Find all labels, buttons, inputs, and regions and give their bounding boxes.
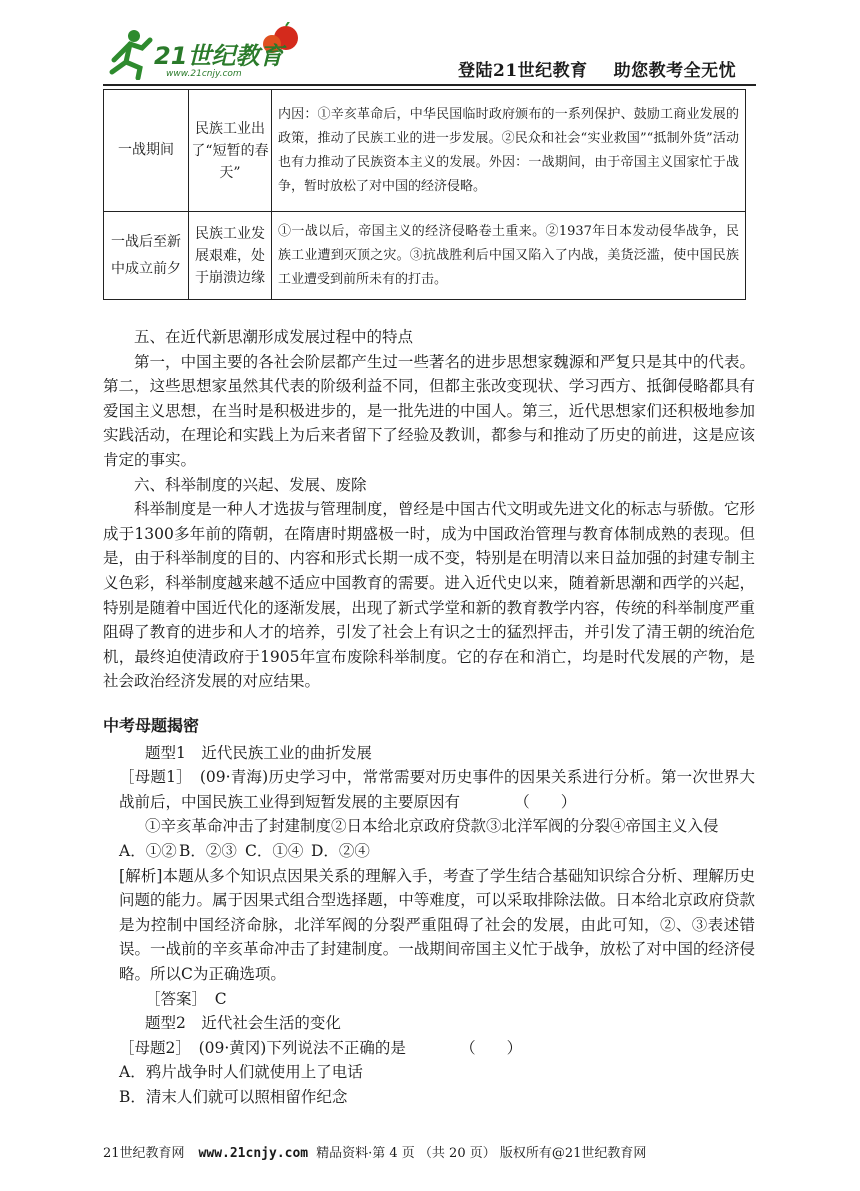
question-1-stem: ［母题1］ (09·青海)历史学习中，常常需要对历史事件的因果关系进行分析。第一次世界大战前后，中国民族工业得到短暂发展的主要原因有 （ ） [119, 768, 755, 811]
slogan-help: 助您教考全无忧 [613, 61, 737, 81]
svg-text:21世纪教育: 21世纪教育 [154, 42, 284, 70]
question-1-options [103, 839, 755, 864]
page-footer [103, 1142, 755, 1161]
table-row [104, 212, 746, 300]
footer-brand: 21世纪教育网 [103, 1146, 185, 1161]
feature-cell: 民族工业出了“短暂的春天” [189, 90, 272, 212]
question-type-1: 题型1 近代民族工业的曲折发展 [145, 743, 372, 762]
option-a: A．①② [119, 841, 177, 860]
footer-site-link[interactable]: www.21cnjy.com [198, 1146, 309, 1161]
detail-cell: 内因：①辛亥革命后，中华民国临时政府颁布的一系列保护、鼓励工商业发展的政策，推动了民族工业的进一步发展。②民众和社会“实业救国”“抵制外货”活动也有力推动了民族资本主义的发展。外因：一战期间，由于帝国主义国家忙于战争，暂时放松了对中国的经济侵略。 [272, 90, 746, 212]
section6-paragraph: 科举制度是一种人才选拔与管理制度，曾经是中国古代文明或先进文化的标志与骄傲。它形成于1300多年前的隋朝，在隋唐时期盛极一时，成为中国政治管理与教育体制成熟的表现。但是，由于科举制度的目的、内容和形式长期一成不变，特别是在明清以来日益加强的封建专制主义色彩，科举制度越来越不适应中国教育的需要。进入近代史以来，随着新思潮和西学的兴起，特别是随着中国近代化的逐渐发展，出现了新式学堂和新的教育教学内容，传统的科举制度严重阻碍了教育的进步和人才的培养，引发了社会上有识之士的猛烈抨击，并引发了清王朝的统治危机，最终迫使清政府于1905年宣布废除科举制度。它的存在和消亡，均是时代发展的产物，是社会政治经济发展的对应结果。 [103, 500, 755, 691]
question-2-option-b: B．清末人们就可以照相留作纪念 [119, 1087, 348, 1106]
logo-21cnjy [104, 22, 314, 80]
feature-cell: 民族工业发展艰难，处于崩溃边缘 [189, 212, 272, 300]
section6-title: 六、科举制度的兴起、发展、废除 [134, 475, 367, 494]
table-row [104, 90, 746, 212]
running-figure-icon [112, 30, 150, 78]
page-header [0, 0, 860, 82]
main-text [103, 325, 755, 694]
header-slogan [458, 56, 736, 81]
detail-cell: ①一战以后，帝国主义的经济侵略卷土重来。②1937年日本发动侵华战争，民族工业遭到灭顶之灾。③抗战胜利后中国又陷入了内战，美货泛滥，使中国民族工业遭受到前所未有的打击。 [272, 212, 746, 300]
footer-info: 精品资料·第 4 页 （共 20 页） 版权所有@21世纪教育网 [316, 1146, 647, 1161]
option-d: D．②④ [311, 841, 370, 860]
section5-paragraph: 第一，中国主要的各社会阶层都产生过一些著名的进步思想家魏源和严复只是其中的代表。第二，这些思想家虽然其代表的阶级利益不同，但都主张改变现状、学习西方、抵御侵略都具有爱国主义思想，在当时是积极进步的，是一批先进的中国人。第三，近代思想家们还积极地参加实践活动，在理论和实践上为后来者留下了经验及教训，都参与和推动了历史的前进，这是应该肯定的事实。 [103, 352, 755, 469]
header-rule [103, 84, 756, 86]
section5-title: 五、在近代新思潮形成发展过程中的特点 [134, 328, 414, 346]
question-1-answer: ［答案］ C [145, 989, 227, 1008]
period-cell: 一战后至新中成立前夕 [104, 212, 189, 300]
option-c: C．①④ [245, 841, 304, 860]
question-2-option-a: A．鸦片战争时人们就使用上了电话 [119, 1063, 363, 1082]
svg-text:www.21cnjy.com: www.21cnjy.com [166, 69, 242, 79]
question-2-stem: ［母题2］ (09·黄冈)下列说法不正确的是 （ ） [119, 1038, 523, 1057]
period-cell: 一战期间 [104, 90, 189, 212]
slogan-login: 登陆21世纪教育 [458, 61, 588, 81]
exam-heading: 中考母题揭密 [103, 716, 200, 735]
question-type-2: 题型2 近代社会生活的变化 [145, 1014, 341, 1033]
question-1-analysis: [解析]本题从多个知识点因果关系的理解入手，考查了学生结合基础知识综合分析、理解历史问题的能力。属于因果式组合型选择题，中等难度，可以采取排除法做。日本给北京政府贷款是为控制中国经济命脉，北洋军阀的分裂严重阻碍了社会的发展，由此可知，②、③表述错误。一战前的辛亥革命冲击了封建制度。一战期间帝国主义忙于战争，放松了对中国的经济侵略。所以C为正确选项。 [119, 866, 755, 983]
question-1-items: ①辛亥革命冲击了封建制度②日本给北京政府贷款③北洋军阀的分裂④帝国主义入侵 [145, 817, 719, 836]
option-b: B．②③ [179, 841, 237, 860]
exam-section [103, 714, 755, 1110]
industry-table [103, 89, 746, 300]
